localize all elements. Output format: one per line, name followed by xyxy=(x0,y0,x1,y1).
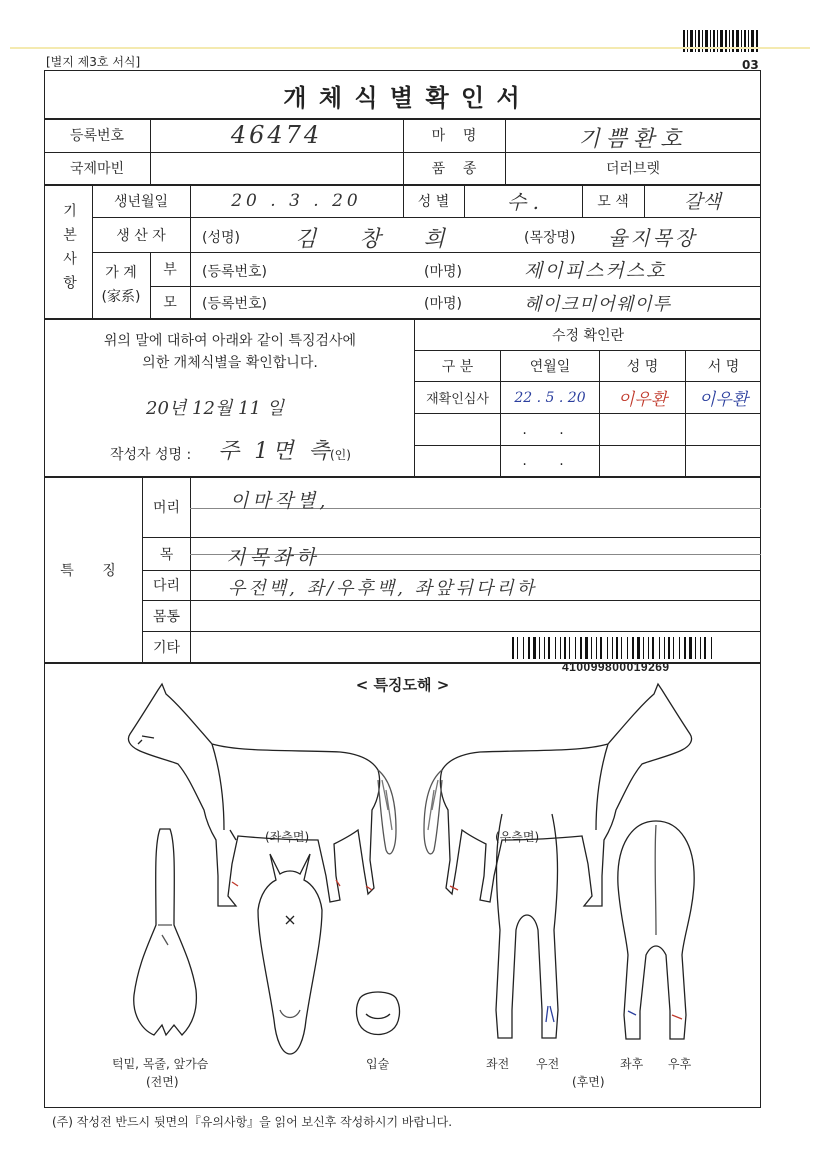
id-barcode xyxy=(512,637,718,659)
rear-left-label: 좌후 xyxy=(620,1057,644,1071)
sire-label: 부 xyxy=(163,262,177,278)
seal-mark: (인) xyxy=(330,448,351,462)
sire-reg-label: (등록번호) xyxy=(202,264,268,280)
horse-head-diagram xyxy=(250,850,330,1060)
color-value: 갈색 xyxy=(684,191,721,213)
features-section-label: 특 징 xyxy=(60,562,128,579)
footer-note: (주) 작성전 반드시 뒷면의『유의사항』을 읽어 보신후 작성하시기 바랍니다. xyxy=(52,1115,453,1129)
page-number: 03 xyxy=(742,58,759,72)
feature-leg-value: 우전백, 좌/우후백, 좌앞뒤다리하 xyxy=(228,578,537,599)
sex-label: 성 별 xyxy=(417,193,450,210)
revision-header-name: 성 명 xyxy=(626,359,659,375)
lineage-text: 가 계 xyxy=(105,265,137,281)
front-right-label: 우전 xyxy=(536,1057,560,1071)
dam-reg-label: (등록번호) xyxy=(202,296,268,312)
producer-name-label: (성명) xyxy=(202,230,240,246)
revision-row1-name: 이우환 xyxy=(617,390,668,410)
document-title: 개 체 식 별 확 인 서 xyxy=(283,83,522,112)
intl-name-label: 국제마빈 xyxy=(69,161,125,177)
sex-value: 수 . xyxy=(506,190,540,214)
horse-front-neck-diagram xyxy=(126,825,206,1045)
farm-value: 율지목장 xyxy=(608,226,698,250)
intl-name-value xyxy=(150,152,403,184)
revision-row3-date: . . xyxy=(522,453,578,469)
dam-name-value: 헤이크미어웨이투 xyxy=(524,294,672,315)
sire-name-value: 제이피스커스호 xyxy=(524,260,667,282)
front-caption-1: 턱밑, 목줄, 앞가슴 xyxy=(112,1057,209,1071)
revision-header-sign: 서 명 xyxy=(707,359,740,375)
revision-header-date: 연월일 xyxy=(529,359,571,375)
revision-row2-date: . . xyxy=(522,421,578,438)
dam-label: 모 xyxy=(163,295,177,311)
revision-row1-sign: 이우환 xyxy=(698,390,749,410)
feature-leg-label: 다리 xyxy=(152,578,181,594)
feature-head-label: 머리 xyxy=(152,500,181,516)
revision-row1-date: 22 . 5 . 20 xyxy=(514,389,586,406)
reg-no-value: 46474 xyxy=(230,121,323,149)
diagram-title: < 특징도해 > xyxy=(355,675,450,694)
farm-label: (목장명) xyxy=(524,230,576,246)
producer-label: 생 산 자 xyxy=(116,227,166,244)
rear-right-label: 우후 xyxy=(668,1057,692,1071)
writer-label: 작성자 성명 : xyxy=(110,447,192,463)
form-tag: [별지 제3호 서식] xyxy=(46,55,141,69)
dam-name-label: (마명) xyxy=(424,296,462,312)
birth-value: 20 . 3 . 20 xyxy=(231,190,362,211)
lineage-hanja: (家系) xyxy=(101,289,141,305)
color-label: 모 색 xyxy=(597,193,629,210)
horse-lips-diagram xyxy=(352,988,404,1038)
horse-front-legs-diagram xyxy=(482,810,572,1050)
revision-header-type: 구 분 xyxy=(441,359,474,375)
statement-line1: 위의 말에 대하여 아래와 같이 특징검사에 xyxy=(103,333,357,349)
feature-neck-label: 목 xyxy=(159,546,174,563)
lineage-label xyxy=(92,254,150,316)
sire-name-label: (마명) xyxy=(424,264,462,280)
reg-no-label: 등록번호 xyxy=(69,128,125,144)
producer-name-value: 김 창 희 xyxy=(295,227,463,252)
statement-line2: 의한 개체식별을 확인합니다. xyxy=(142,355,318,371)
left-view-label: (좌측면) xyxy=(265,830,310,844)
feature-head-value: 이마작별, xyxy=(230,490,330,512)
feature-body-label: 몸통 xyxy=(152,608,181,625)
horse-rear-diagram xyxy=(608,815,704,1050)
basic-section-label: 기본사항 xyxy=(61,203,77,299)
revision-title: 수정 확인란 xyxy=(551,328,625,344)
front-left-label: 좌전 xyxy=(486,1057,510,1071)
feature-etc-label: 기타 xyxy=(152,639,181,656)
barcode-number: 410099800019269 xyxy=(562,660,670,674)
front-caption-2: (전면) xyxy=(146,1075,179,1089)
breed-value: 더러브렛 xyxy=(605,161,661,177)
right-view-label: (우측면) xyxy=(495,830,540,844)
horse-name-value: 기쁨환호 xyxy=(578,126,688,152)
lips-caption: 입술 xyxy=(366,1057,390,1071)
rear-caption: (후면) xyxy=(572,1075,605,1089)
breed-label: 품 종 xyxy=(431,161,477,177)
feature-neck-value: 지목좌하 xyxy=(226,545,320,569)
writer-value: 주 1면 측 xyxy=(218,439,334,464)
revision-row1-type: 재확인심사 xyxy=(426,392,489,407)
horse-name-label: 마 명 xyxy=(431,128,477,144)
confirm-date: 20년 12월 11 일 xyxy=(146,398,285,419)
birth-label: 생년월일 xyxy=(113,193,169,210)
